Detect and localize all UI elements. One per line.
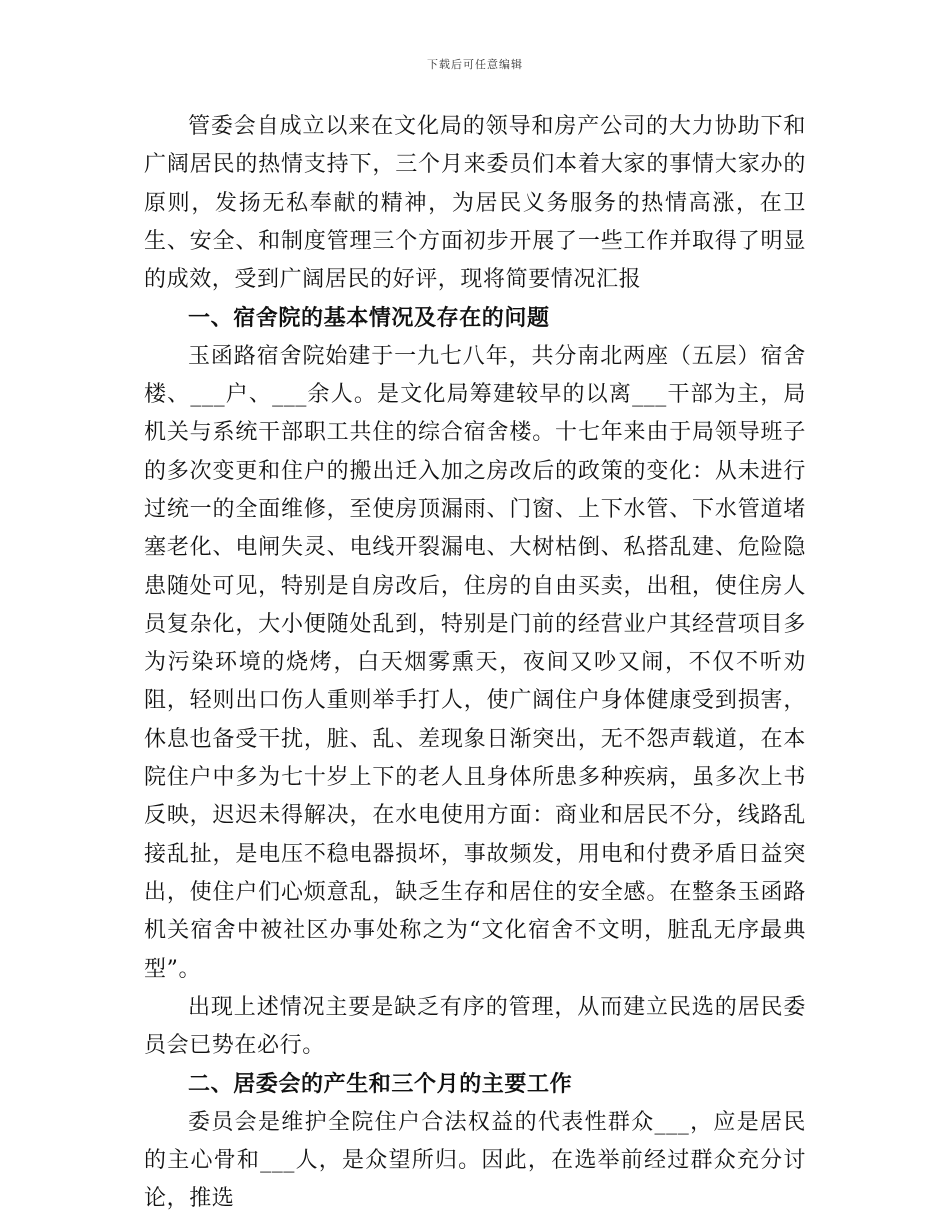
intro-paragraph: 管委会自成立以来在文化局的领导和房产公司的大力协助下和广阔居民的热情支持下，三个月来委员们本着大家的事情大家办的原则，发扬无私奉献的精神，为居民义务服务的热情高涨，在卫生、安全、和制度管理三个方面初步开展了一些工作并取得了明显的成效，受到广阔居民的好评，现将简要情况汇报 <box>144 114 806 293</box>
section-1-heading: 一、宿舍院的基本情况及存在的问题 <box>188 305 550 332</box>
header-note: 下载后可任意编辑 <box>427 58 523 71</box>
section-2-heading: 二、居委会的产生和三个月的主要工作 <box>188 1071 573 1098</box>
section-1-paragraph-1: 玉函路宿舍院始建于一九七八年，共分南北两座（五层）宿舍楼、___户、___余人。是文化局筹建较早的以离___干部为主，局机关与系统干部职工共住的综合宿舍楼。十七年来由于局领导班子的多次变更和住户的搬出迁入加之房改后的政策的变化：从未进行过统一的全面维修，至使房顶漏雨、门窗、上下水管、下水管道堵塞老化、电闸失灵、电线开裂漏电、大树枯倒、私搭乱建、危险隐患随处可见，特别是自房改后，住房的自由买卖，出租，使住房人员复杂化，大小便随处乱到，特别是门前的经营业户其经营项目多为污染环境的烧烤，白天烟雾熏天，夜间又吵又闹，不仅不听劝阻，轻则出口伤人重则举手打人，使广阔住户身体健康受到损害，休息也备受干扰，脏、乱、差现象日渐突出，无不怨声载道，在本院住户中多为七十岁上下的老人且身体所患多种疾病，虽多次上书反映，迟迟未得解决，在水电使用方面：商业和居民不分，线路乱接乱扯，是电压不稳电器损坏，事故频发，用电和付费矛盾日益突出，使住户们心烦意乱，缺乏生存和居住的安全感。在整条玉函路机关宿舍中被社区办事处称之为“文化宿舍不文明，脏乱无序最典型”。 <box>144 343 806 982</box>
section-2-paragraph-1: 委员会是维护全院住户合法权益的代表性群众___，应是居民的主心骨和___人，是众望所归。因此，在选举前经过群众充分讨论，推选 <box>144 1109 806 1212</box>
document-body <box>144 108 806 1219</box>
section-1-paragraph-2: 出现上述情况主要是缺乏有序的管理，从而建立民选的居民委员会已势在必行。 <box>144 994 806 1059</box>
